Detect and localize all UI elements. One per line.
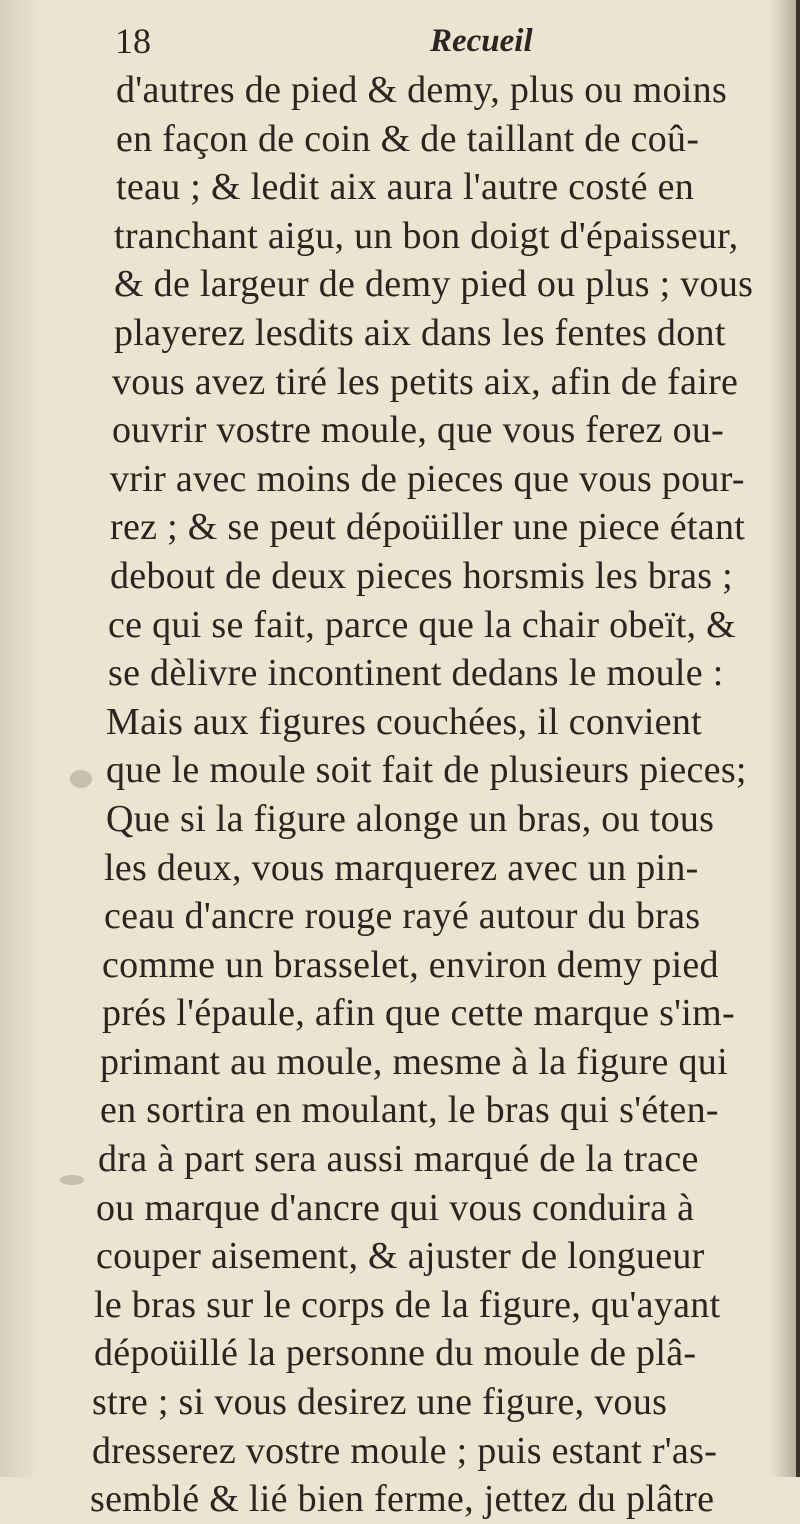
- text-line: prés l'épaule, afin que cette marque s'im-: [102, 992, 735, 1035]
- page-header: [115, 18, 715, 64]
- text-line: vous avez tiré les petits aix, afin de faire: [112, 360, 739, 403]
- page-number: 18: [115, 21, 151, 61]
- text-line: semblé & lié bien ferme, jettez du plâtre: [90, 1478, 715, 1521]
- text-line: dra à part sera aussi marqué de la trace: [98, 1138, 699, 1181]
- page-edge: [796, 0, 800, 1477]
- text-line: les deux, vous marquerez avec un pin-: [104, 846, 699, 889]
- text-line: le bras sur le corps de la figure, qu'ayant: [94, 1283, 721, 1326]
- text-line: Que si la figure alonge un bras, ou tous: [106, 797, 715, 840]
- text-line: ceau d'ancre rouge rayé autour du bras: [104, 895, 701, 938]
- running-title: Recueil: [430, 23, 533, 59]
- text-line: que le moule soit fait de plusieurs pieces;: [106, 749, 747, 792]
- text-line: debout de deux pieces horsmis les bras ;: [110, 554, 734, 597]
- text-line: dépoüillé la personne du moule de plâ-: [94, 1332, 697, 1375]
- text-line: & de largeur de demy pied ou plus ; vous: [114, 263, 754, 306]
- text-line: d'autres de pied & demy, plus ou moins: [116, 69, 728, 111]
- text-line: rez ; & se peut dépoüiller une piece étant: [110, 506, 746, 549]
- body-text: [88, 66, 788, 1524]
- text-line: Mais aux figures couchées, il convient: [106, 700, 703, 743]
- text-line: dresserez vostre moule ; puis estant r'as-: [92, 1429, 718, 1472]
- text-line: vrir avec moins de pieces que vous pour-: [110, 457, 745, 500]
- text-line: tranchant aigu, un bon doigt d'épaisseur,: [114, 214, 739, 257]
- text-line: en sortira en moulant, le bras qui s'éten-: [100, 1089, 719, 1132]
- text-line: teau ; & ledit aix aura l'autre costé en: [116, 166, 695, 209]
- text-line: ouvrir vostre moule, que vous ferez ou-: [112, 409, 725, 452]
- text-line: ce qui se fait, parce que la chair obeït, &: [108, 603, 737, 646]
- text-line: se dèlivre incontinent dedans le moule :: [108, 652, 724, 695]
- text-line: couper aisement, & ajuster de longueur: [96, 1235, 705, 1278]
- text-line: stre ; si vous desirez une figure, vous: [92, 1381, 668, 1424]
- text-line: ou marque d'ancre qui vous conduira à: [96, 1186, 695, 1229]
- text-line: en façon de coin & de taillant de coû-: [116, 117, 700, 160]
- text-line: playerez lesdits aix dans les fentes dont: [114, 311, 726, 354]
- ink-blot: [60, 1175, 84, 1185]
- text-line: comme un brasselet, environ demy pied: [102, 943, 719, 986]
- page-shadow-left: [0, 0, 40, 1477]
- text-line: primant au moule, mesme à la figure qui: [100, 1040, 728, 1083]
